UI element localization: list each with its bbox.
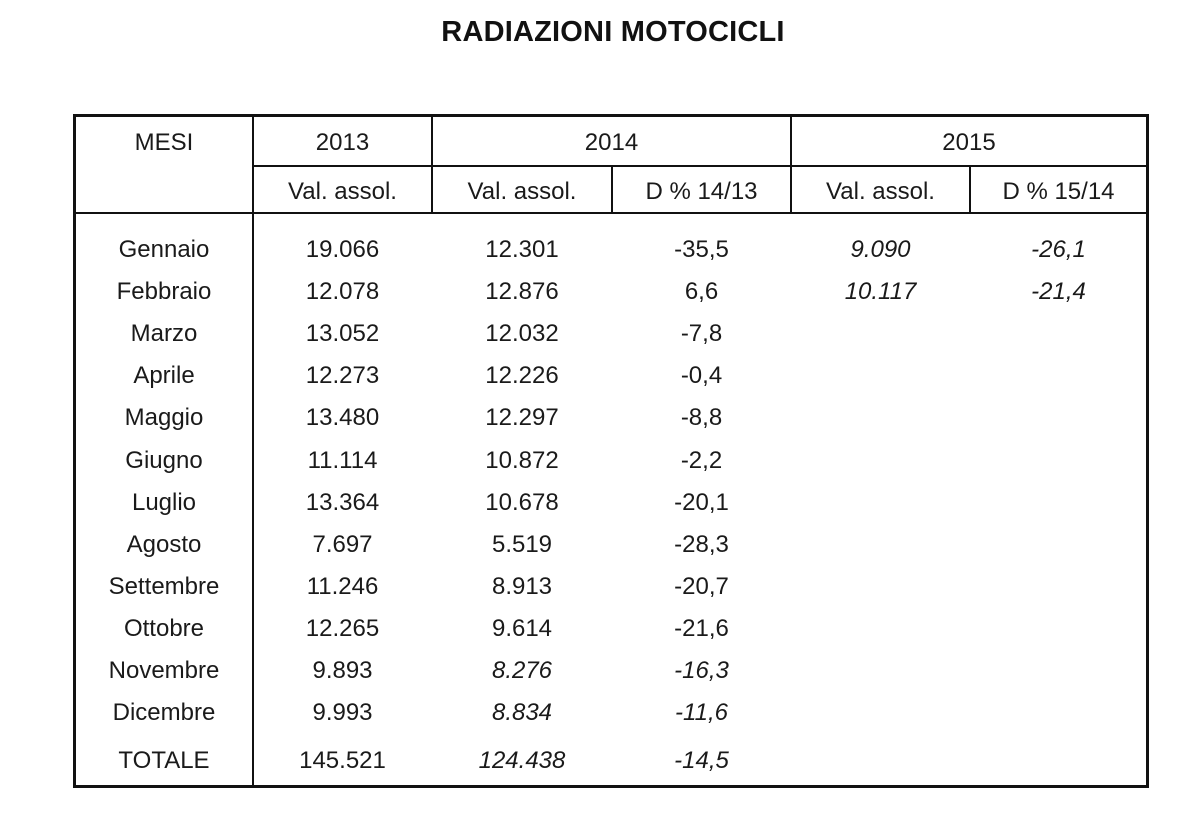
cell-v2014: 12.876 xyxy=(485,278,559,305)
table-row-totale xyxy=(76,743,1146,779)
header-delta-15-14: D % 15/14 xyxy=(1002,178,1115,205)
header-year-2015: 2015 xyxy=(942,129,996,156)
cell-v2014: 5.519 xyxy=(491,531,553,558)
cell-mese: Settembre xyxy=(108,573,220,600)
cell-d1413: -20,7 xyxy=(674,573,729,600)
header-val-assol-2014: Val. assol. xyxy=(467,178,577,205)
table-row xyxy=(76,274,1146,310)
cell-v2013: 9.893 xyxy=(312,657,373,684)
cell-mese: Giugno xyxy=(125,447,203,474)
cell-v2014: 9.614 xyxy=(491,615,553,642)
cell-v2014: 12.301 xyxy=(485,236,559,263)
cell-d1413: -8,8 xyxy=(680,404,723,431)
cell-mese: Ottobre xyxy=(123,615,205,642)
cell-d1413: -16,3 xyxy=(674,657,729,684)
totale-label: TOTALE xyxy=(118,747,210,774)
cell-v2013: 9.993 xyxy=(312,699,373,726)
table-row xyxy=(76,443,1146,479)
cell-mese: Agosto xyxy=(126,531,202,558)
cell-d1413: -21,6 xyxy=(674,615,729,642)
cell-d1413: -20,1 xyxy=(674,489,729,516)
cell-d1413: -35,5 xyxy=(674,236,729,263)
table-row xyxy=(76,527,1146,563)
cell-d1413: 6,6 xyxy=(684,278,719,305)
cell-d1413: -0,4 xyxy=(680,362,723,389)
header-mesi: MESI xyxy=(134,129,194,156)
cell-d1413: -2,2 xyxy=(680,447,723,474)
header-delta-14-13: D % 14/13 xyxy=(645,178,758,205)
header-year-2014: 2014 xyxy=(584,129,639,156)
cell-v2014: 8.834 xyxy=(491,699,553,726)
cell-v2013: 7.697 xyxy=(312,531,373,558)
header-val-assol-2013: Val. assol. xyxy=(288,178,397,205)
cell-v2014: 12.297 xyxy=(485,404,559,431)
table-row xyxy=(76,569,1146,605)
cell-v2013: 19.066 xyxy=(305,236,380,263)
cell-mese: Aprile xyxy=(133,362,195,389)
table-row xyxy=(76,358,1146,394)
table-row xyxy=(76,653,1146,689)
cell-v2013: 12.265 xyxy=(305,615,380,642)
cell-v2013: 11.114 xyxy=(307,447,378,474)
totale-val-2013: 145.521 xyxy=(299,747,386,774)
cell-d1514: -21,4 xyxy=(1031,278,1086,305)
header-val-assol-2015: Val. assol. xyxy=(826,178,935,205)
cell-d1413: -11,6 xyxy=(675,699,728,726)
table-row xyxy=(76,232,1146,268)
table-row xyxy=(76,316,1146,352)
cell-v2015: 10.117 xyxy=(844,278,917,305)
cell-mese: Novembre xyxy=(108,657,220,684)
cell-mese: Luglio xyxy=(131,489,197,516)
cell-mese: Maggio xyxy=(124,404,204,431)
header-year-2013: 2013 xyxy=(315,129,370,156)
totale-val-2014: 124.438 xyxy=(478,747,566,774)
header-divider-bottom xyxy=(76,212,1146,214)
page-title: RADIAZIONI MOTOCICLI xyxy=(441,16,785,48)
cell-v2014: 8.276 xyxy=(491,657,553,684)
cell-mese: Dicembre xyxy=(112,699,216,726)
cell-v2014: 12.226 xyxy=(485,362,559,389)
cell-v2013: 13.052 xyxy=(305,320,380,347)
totale-delta-14-13: -14,5 xyxy=(674,747,729,774)
cell-v2013: 13.480 xyxy=(305,404,380,431)
table-row xyxy=(76,400,1146,436)
cell-mese: Gennaio xyxy=(118,236,210,263)
cell-d1514: -26,1 xyxy=(1031,236,1086,263)
cell-v2014: 10.872 xyxy=(485,447,559,474)
cell-mese: Febbraio xyxy=(116,278,212,305)
cell-v2013: 13.364 xyxy=(305,489,380,516)
cell-v2013: 11.246 xyxy=(306,573,379,600)
cell-d1413: -28,3 xyxy=(674,531,729,558)
cell-v2013: 12.273 xyxy=(305,362,380,389)
cell-v2014: 10.678 xyxy=(485,489,559,516)
header-divider-year xyxy=(252,165,1146,167)
cell-v2015: 9.090 xyxy=(850,236,911,263)
cell-v2014: 8.913 xyxy=(491,573,553,600)
table-row xyxy=(76,695,1146,731)
table-row xyxy=(76,611,1146,647)
cell-d1413: -7,8 xyxy=(680,320,723,347)
cell-v2014: 12.032 xyxy=(485,320,559,347)
cell-mese: Marzo xyxy=(130,320,198,347)
table-row xyxy=(76,485,1146,521)
data-table xyxy=(73,114,1149,788)
cell-v2013: 12.078 xyxy=(305,278,380,305)
